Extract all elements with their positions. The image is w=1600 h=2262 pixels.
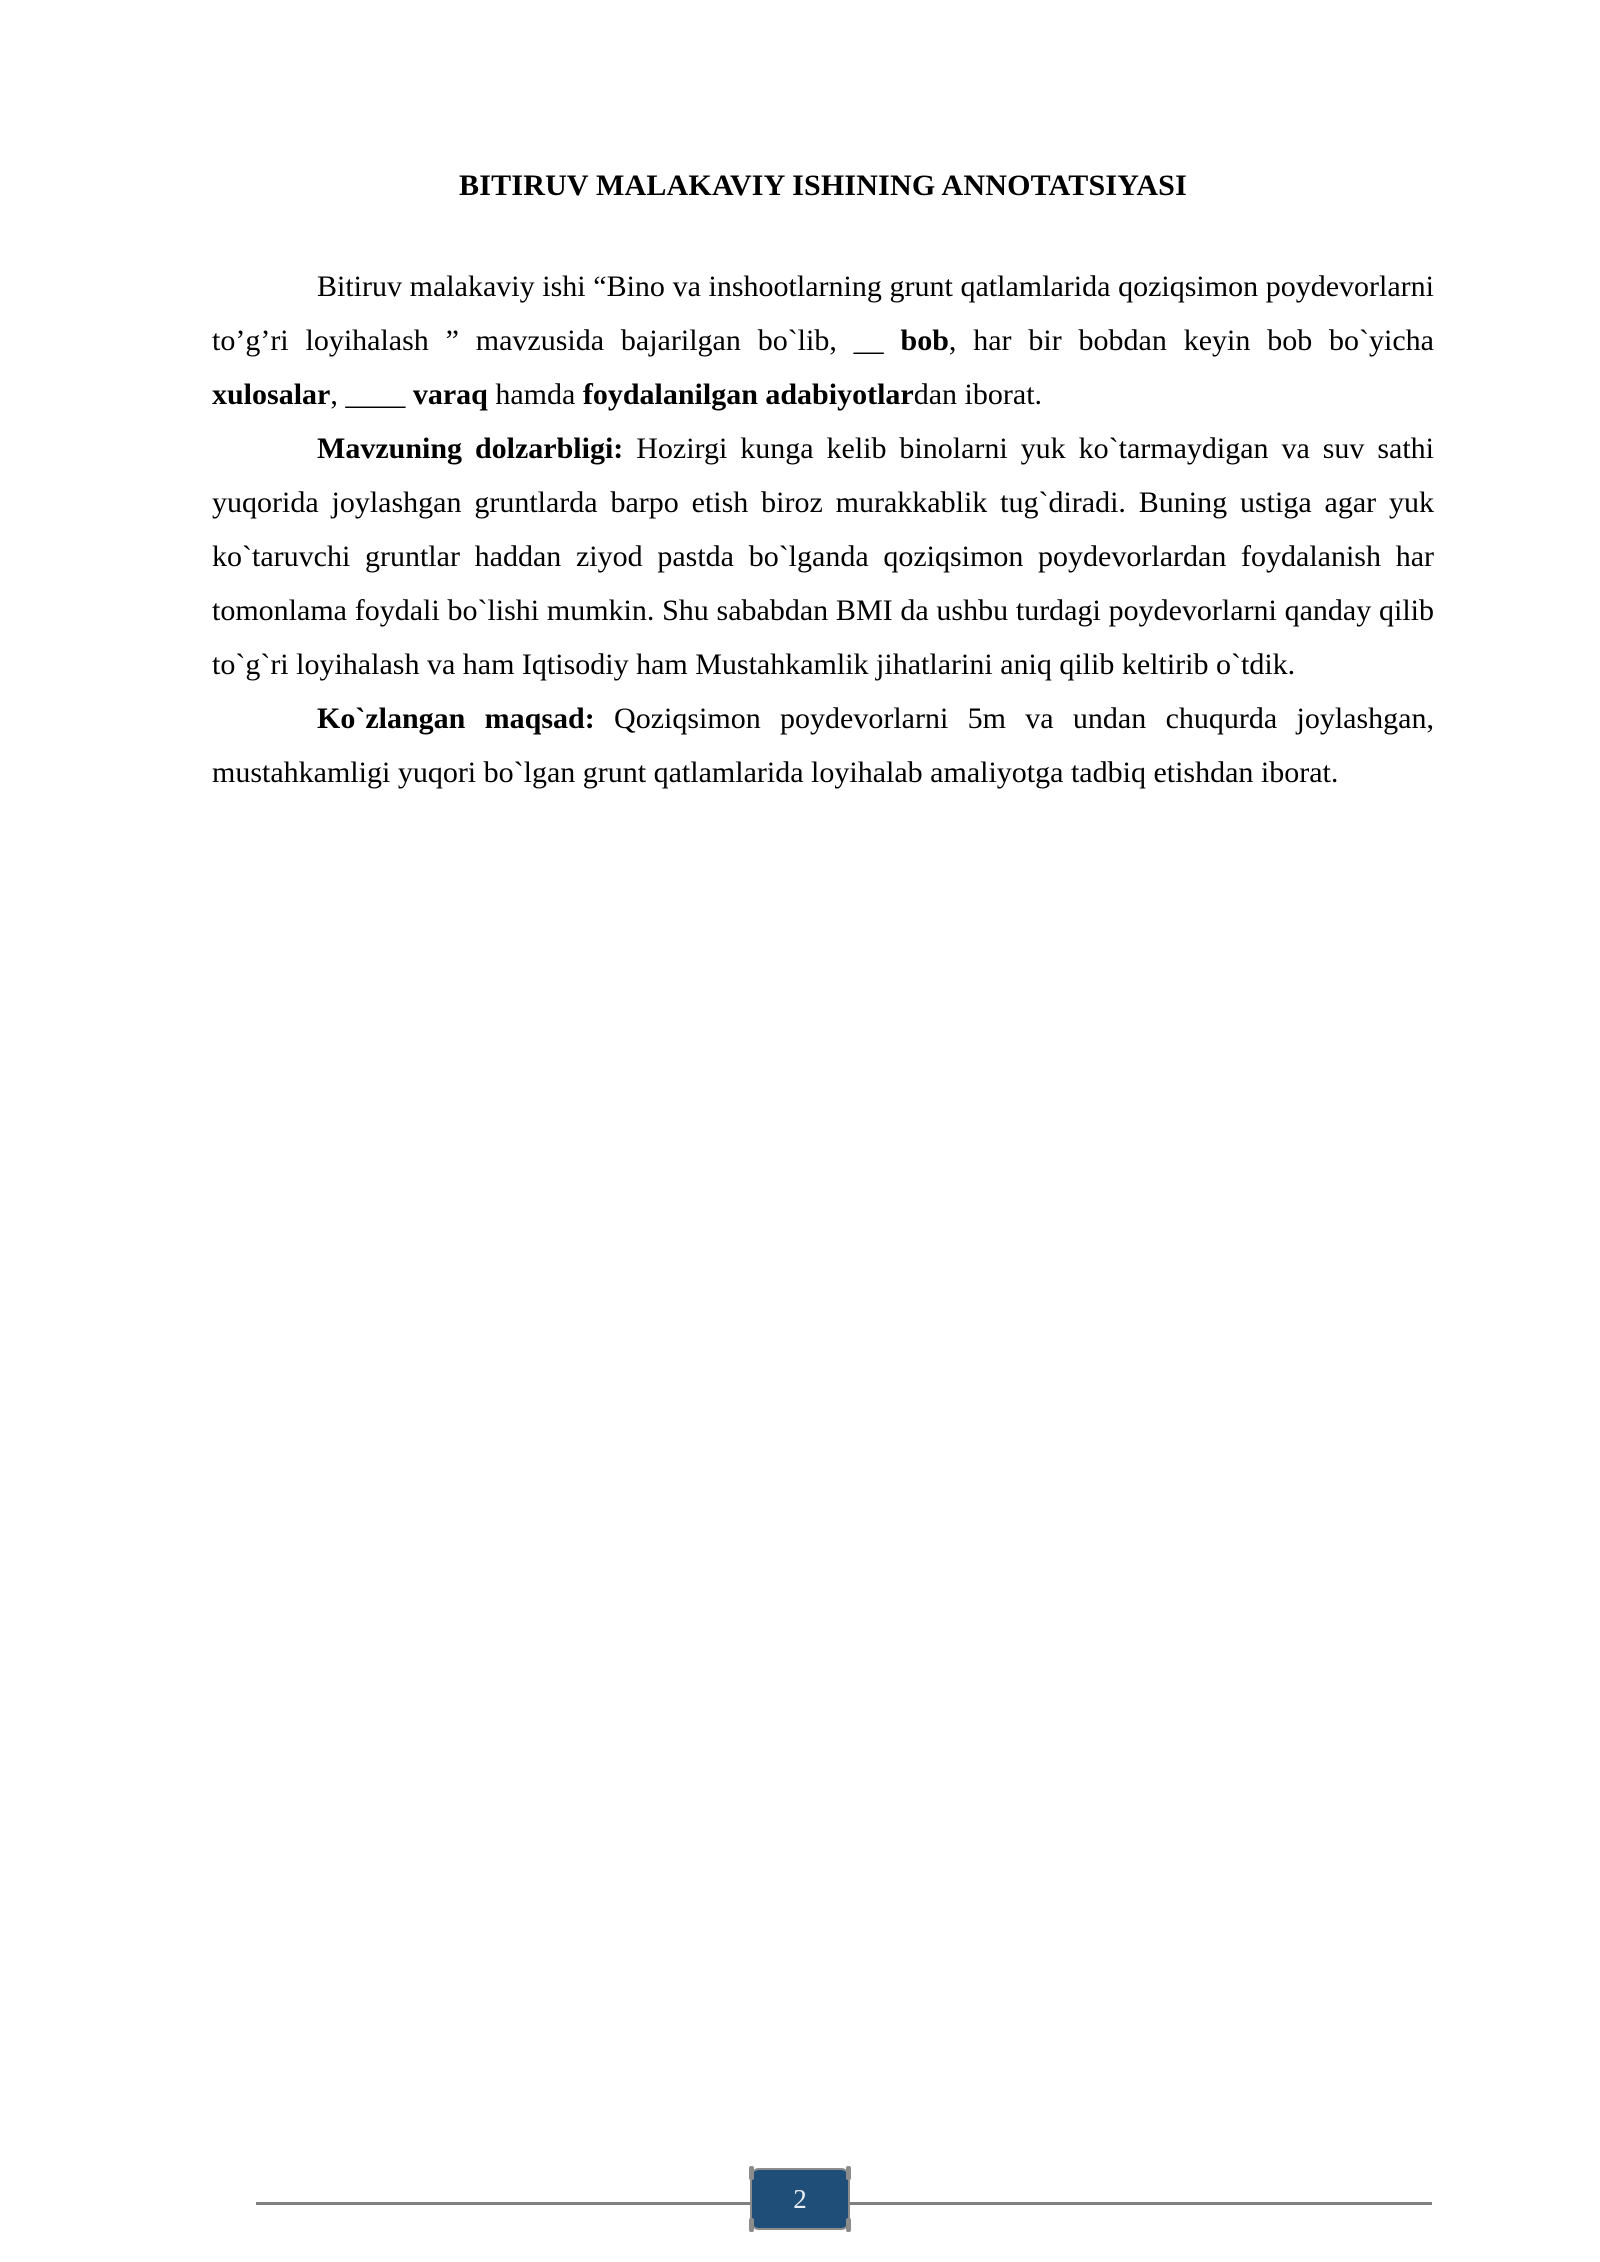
badge-corner-top-right-icon (846, 2166, 851, 2180)
paragraph-dolzarbligi (212, 422, 1434, 692)
paragraph-maqsad (212, 692, 1434, 800)
text-run-4: , ____ (330, 378, 413, 411)
badge-corner-bottom-right-icon (846, 2218, 851, 2232)
page-footer (0, 2183, 1600, 2252)
text-run-0: Ko`zlangan maqsad: (317, 702, 595, 735)
document-body (212, 150, 1434, 800)
text-run-1: Hozirgi kunga kelib binolarni yuk ko`tarmaydigan va suv sathi yuqorida joylashgan gruntlarda barpo etish biroz murakkablik tug`diradi. Buning ustiga agar yuk ko`taruvchi gruntlar haddan ziyod pastda bo`lganda qoziqsimon poydevorlardan foydalanish har tomonlama foydali bo`lishi mumkin. Shu sababdan BMI da ushbu turdagi poydevorlarni qanday qilib to`g`ri loyihalash va ham Iqtisodiy ham Mustahkamlik jihatlarini aniq qilib keltirib o`tdik. (212, 432, 1434, 681)
text-run-8: dan iborat. (913, 378, 1043, 411)
badge-corner-top-left-icon (749, 2166, 754, 2180)
badge-corner-bottom-left-icon (749, 2218, 754, 2232)
paragraph-intro (212, 260, 1434, 422)
text-run-7: foydalanilgan adabiyotlar (582, 378, 914, 411)
text-run-5: varaq (412, 378, 488, 411)
page-title: BITIRUV MALAKAVIY ISHINING ANNOTATSIYASI (459, 169, 1187, 202)
text-run-6: hamda (487, 378, 583, 411)
text-run-0: Mavzuning dolzarbligi: (317, 432, 624, 465)
text-run-2: , har bir bobdan keyin bob bo`yicha (948, 324, 1434, 357)
text-run-1: Qoziqsimon poydevorlarni 5m va undan chuqurda joylashgan, mustahkamligi yuqori bo`lgan grunt qatlamlarida loyihalab amaliyotga tadbiq etishdan iborat. (212, 702, 1434, 789)
text-run-0: Bitiruv malakaviy ishi “Bino va inshootlarning grunt qatlamlarida qoziqsimon poydevorlarni to’g’ri loyihalash ” mavzusida bajarilgan bo`lib, __ (212, 270, 1434, 357)
page-number-label: 2 (793, 2183, 807, 2214)
page-number-badge (752, 2170, 848, 2228)
text-run-1: bob (900, 324, 949, 357)
text-run-3: xulosalar (212, 378, 331, 411)
